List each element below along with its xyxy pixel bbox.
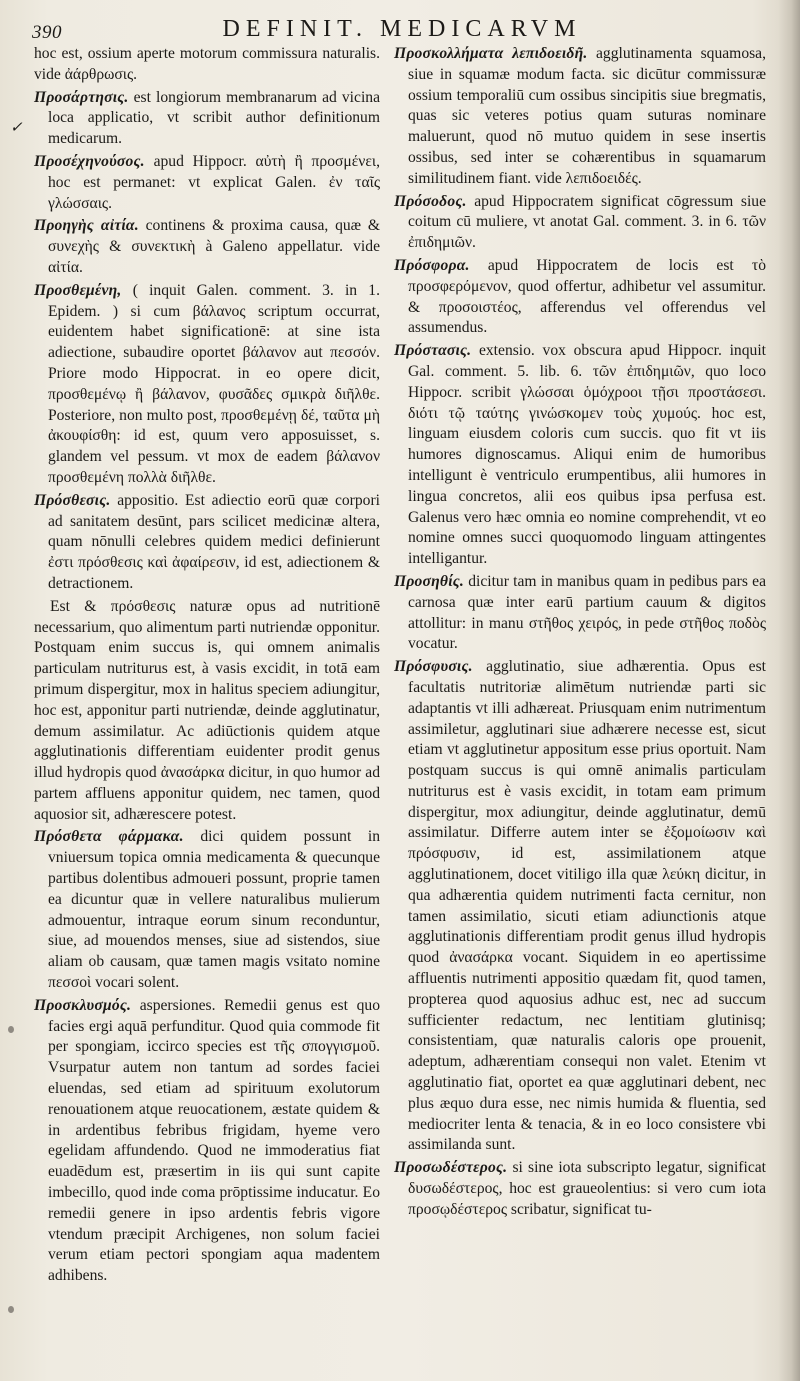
- right-text-column: [394, 44, 766, 1374]
- entry-text: agglutinamenta squamosa, siue in squamæ modum facta. sic dicūtur commissuræ ossium temporaliū cum ossibus sincipitis siue bregmatis, quas sic veteres potius quam suturas nominare maluerunt, quod nō mutuo quidem in sese insertis ossibus, sed inter se cohærentibus in squamarum similitudinem fiant. vide λεπιδοειδές.: [408, 45, 766, 187]
- entry-text: appositio. Est adiectio eorū quæ corpori ad sanitatem desūnt, pars scilicet medicinæ altera, quam nōnulli celebres quidem medici definierunt ἐστι πρόσθεσις καὶ ἀφαίρεσιν, id est, adiectionem & detractionem.: [48, 491, 380, 592]
- entry-text: si sine iota subscripto legatur, significat δυσωδέστερος, hoc est graueolentius: si vero cum iota προσῳδέστερος scribatur, significat tu-: [408, 1159, 767, 1218]
- dictionary-entry: [34, 491, 380, 595]
- entry-text: apud Hippocr. αὐτὴ ἢ προσμένει, hoc est permanet: vt explicat Galen. ἐν ταῖς γλώσσαις.: [48, 152, 381, 212]
- entry-headword: Πρόσθεσις.: [34, 491, 111, 509]
- dictionary-entry: [34, 996, 380, 1287]
- paragraph: [34, 44, 380, 86]
- entry-text: continens & proxima causa, quæ & συνεχὴς & συνεκτικὴ à Galeno appellatur. vide αἰτία.: [48, 217, 380, 276]
- paragraph: [34, 597, 380, 826]
- page-header: [32, 6, 772, 46]
- entry-text: apud Hippocratem de locis est τὸ προσφερόμενον, quod offertur, adhibetur vel assumitur. & προσοιστέος, afferendus vel offerendus vel assumendus.: [408, 256, 766, 337]
- entry-text: Est & πρόσθεσις naturæ opus ad nutritionē necessarium, quo alimentum parti nutriendæ opponitur. Postquam enim succus is, qui omnem animalis particulam nutriturus est, à vasis excidit, in totā eam primum dispergitur, mox in halitus speciem adiungitur, hoc est, apponitur parti nutriendæ, deinde agglutinatur, demum assimilatur. Ac adiūctionis quidem atque agglutinationis differentiam euidenter prodit genus illud hydropis quod ἀνασάρκα dicitur, in quo humor ad partem affluens apponitur quidem, nec tamen, quod aquosior sit, adhærescere potest.: [34, 597, 380, 823]
- dictionary-entry: [394, 657, 766, 1156]
- dictionary-entry: [394, 572, 766, 655]
- margin-dot: [8, 1306, 14, 1313]
- entry-headword: Πρόστασις.: [394, 342, 472, 360]
- dictionary-entry: [34, 152, 380, 214]
- entry-text: agglutinatio, siue adhærentia. Opus est facultatis nutritoriæ alimētum nutriendæ parti sic adaptantis vt illi adhæreat. Priusquam enim nutrimentum assimiletur, agglutinari siue adhærere necesse est, sicut etiam vt agglutinetur appositum esse prius oportuit. Nam postquam succus is qui omnē animalis particulam nutriturus est è vasis excidit, in totam eam primum dispergitur, mox adiungitur, deinde agglutinatur, demū assimilatur. Differre autem inter se ἐξομοίωσιν καὶ πρόσφυσιν, id est, assimilationem atque agglutinationem, docet vitiligo illa quæ λεύκη dicitur, in qua adhærentia quidem nutrimenti facta cernitur, non tamen assimilatio, sicuti etiam adiunctionis atque agglutinationis differentiam prodit genus illud hydropis quod ἀνασάρκα vocant. Siquidem in eo apertissime affluentis nutrimenti appositio quædam fit, quod tamen, propterea quod aquosius adhuc est, nec ad succum sufficienter redactum, nec lentitiam glutinisq; consistentiam, quæ naturalis caloris ope prouenit, adeptum, adhærentiam consequi non valet. Etenim vt agglutinatio fiat, oportet ea quæ agglutinari debent, nec plus æquo dura esse, nec nimis humida & fluentia, sed mediocriter lenta & tenacia, & in eo loco consistere vbi assimilanda sunt.: [408, 658, 766, 1154]
- margin-dot: [8, 1026, 14, 1033]
- entry-text: dicitur tam in manibus quam in pedibus pars ea carnosa quæ inter earū partium cauum & digitos attollitur: in manu στῆθος χειρός, in pede στῆθος ποδὸς vocatur.: [408, 572, 766, 653]
- dictionary-entry: [34, 88, 380, 150]
- entry-headword: Προσκολλήματα λεπιδοειδῆ.: [394, 45, 588, 62]
- entry-text: dici quidem possunt in vniuersum topica omnia medicamenta & quecunque partibus dolentibus admoueri possunt, proprie tamen ea dicuntur quæ in vellere naturalibus mulierum admouentur, intraque eorum sinum reconduntur, siue, ad mouendos menses, siue ad sistendos, siue aliam ob causam, quæ tamen magis vsitato nomine πεσσοὶ vocari solent.: [48, 828, 380, 992]
- dictionary-entry: [34, 827, 380, 993]
- entry-headword: Προσθεμένη,: [34, 281, 122, 299]
- entry-headword: Προσέχηνούσος.: [34, 152, 145, 170]
- running-head: DEFINIT. MEDICARVM: [222, 16, 582, 42]
- page-number: 390: [32, 22, 62, 43]
- entry-text: hoc est, ossium aperte motorum commissura naturalis. vide ἀάρθρωσις.: [34, 45, 380, 83]
- entry-headword: Προηγὴς αἰτία.: [34, 217, 139, 235]
- entry-headword: Προσωδέστερος.: [394, 1159, 508, 1177]
- left-text-column: [34, 44, 380, 1374]
- entry-headword: Προσάρτησις.: [34, 88, 129, 106]
- margin-annotation-mark: ✓: [10, 120, 23, 136]
- entry-text: ( inquit Galen. comment. 3. in 1. Epidem. ) si cum βάλανος scriptum occurrat, euidentem habet significationē: at sine ista adiectione, subaudire oportet βάλανον aut πεσσόν. Priore modo Hippocrat. in eo opere dicit, προσθεμένῳ ἢ βάλανον, φυσᾶδες σμικρὰ διῆλθε. Posteriore, non multo post, προσθεμένῃ δέ, ταῦτα μὴ ἀκουφίσθη: id est, quum vero apposuisset, s. glandem vel pessum. vt mox de eadem βάλανον προσθεμένη πολλὰ διῆλθε.: [48, 281, 380, 486]
- entry-text: extensio. vox obscura apud Hippocr. inquit Gal. comment. 5. lib. 6. τῶν ἐπιδημιῶν, quo loco Hippocr. scribit γλώσσαι ὁμόχροοι τῇσι προστάσεσι. διότι τῷ ταύτης γινώσκομεν τοὺς χυμούς. hoc est, linguam eiusdem coloris cum succis. quo fit vt iis humores dignoscamus. Aliqui enim de humoribus intelligunt è ventriculo erumpentibus, alii humores in lingua concretos, alii eos quibus ipsa perfusa est. Galenus vero hæc omnia eo nomine comprehendit, vt eo nomine omnes succi quoquomodo linguam attingentes intelligantur.: [408, 342, 766, 568]
- dictionary-entry: [34, 281, 380, 489]
- dictionary-entry: [394, 341, 766, 570]
- page-gutter-shadow: [778, 0, 800, 1381]
- dictionary-entry: [394, 192, 766, 254]
- entry-text: est longiorum membranarum ad vicina loca applicatio, vt scribit author definitionum medicarum.: [48, 88, 380, 148]
- dictionary-entry: [34, 216, 380, 278]
- entry-headword: Πρόσοδος.: [394, 192, 467, 210]
- dictionary-entry: [394, 44, 766, 190]
- entry-headword: Πρόσφυσις.: [394, 658, 473, 676]
- entry-headword: Προσηθίς.: [394, 572, 464, 590]
- entry-text: aspersiones. Remedii genus est quo facies ergi aquā perfunditur. Quod quia commode fit per spongiam, iccirco species est τῆς σπογγισμοῦ. Vsurpatur autem non tantum ad sordes faciei eluendas, sed etiam ad spirituum exolutorum renouationem atque reuocationem, æstate quidem & in ardentibus febribus frigidam, hyeme vero egelidam affundendo. Quod ne immoderatius fiat euadēdum est, præsertim in iis qui sunt capite imbecillo, quod inde coma prōptissime inducatur. Eo remedii genere in ipso ardentis febris vigore vtendum præcipit Archigenes, non solum faciei verum etiam pectori spongiam aqua madentem adhibens.: [48, 996, 380, 1285]
- entry-text: apud Hippocratem significat cōgressum siue coitum cū muliere, vt anotat Gal. comment. 3. in 6. τῶν ἐπιδημιῶν.: [408, 192, 766, 252]
- dictionary-entry: [394, 256, 766, 339]
- entry-headword: Προσκλυσμός.: [34, 996, 132, 1014]
- entry-headword: Πρόσθετα φάρμακα.: [34, 828, 184, 846]
- entry-headword: Πρόσφορα.: [394, 256, 470, 274]
- dictionary-entry: [394, 1158, 766, 1220]
